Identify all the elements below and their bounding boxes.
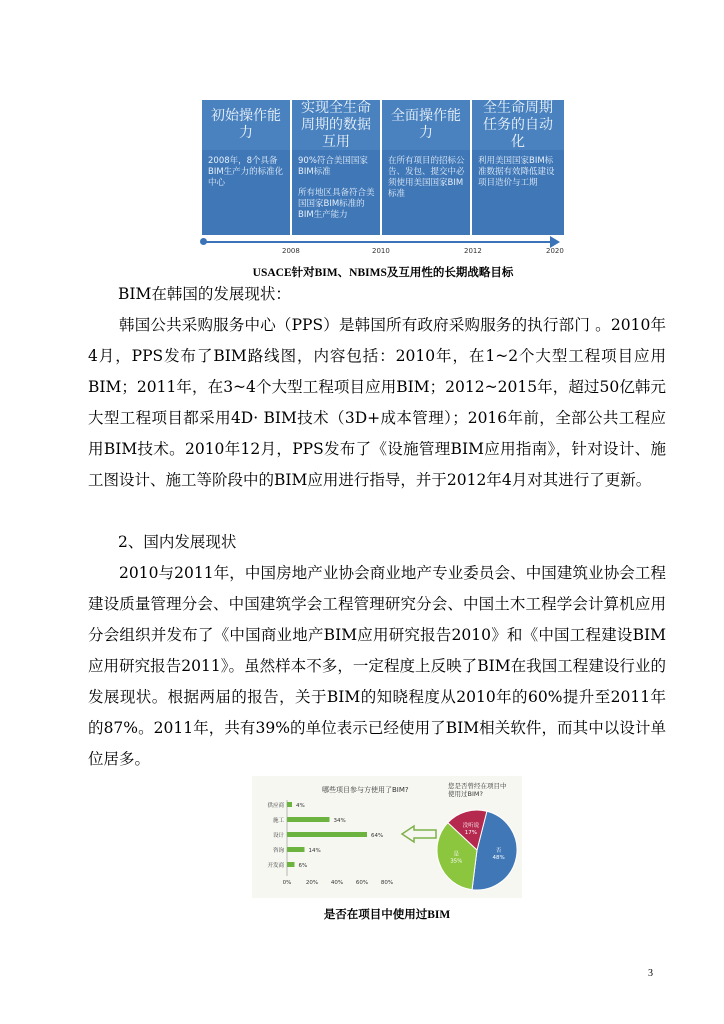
timeline-stage-2 bbox=[292, 100, 380, 235]
timeline-stage-1 bbox=[202, 100, 290, 235]
pie-slice-label: 否 bbox=[495, 848, 502, 855]
bar bbox=[287, 832, 367, 837]
timeline-year: 2010 bbox=[372, 247, 390, 255]
usace-timeline-figure bbox=[200, 100, 566, 256]
korea-paragraph: 韩国公共采购服务中心（PPS）是韩国所有政府采购服务的执行部门 。2010年4月，PPS发布了BIM路线图，内容包括：2010年，在1~2个大型工程项目应用BIM；2011年，在3~4个大型工程项目应用BIM；2012~2015年，超过50亿韩元大型工程项目都采用4D· BIM技术（3D+成本管理）；2016年前，全部公共工程应用BIM技术。2010年12月，PPS发布了《设施管理BIM应用指南》，针对设计、施工图设计、施工等阶段中的BIM应用进行指导，并于2012年4月对其进行了更新。 bbox=[88, 316, 666, 489]
timeline-stage-3 bbox=[382, 100, 470, 235]
bar-category-label: 施工 bbox=[272, 818, 284, 824]
bar-x-tick-label: 80% bbox=[380, 880, 394, 886]
bar-x-tick-label: 0% bbox=[282, 880, 292, 886]
page-number: 3 bbox=[648, 968, 653, 979]
timeline-stage-text: 90%符合美国国家BIM标准 bbox=[298, 156, 368, 177]
bar-category-label: 设计 bbox=[272, 833, 284, 839]
timeline-year: 2020 bbox=[546, 247, 564, 255]
timeline-axis bbox=[202, 241, 554, 243]
chart-caption: 是否在项目中使用过BIM bbox=[323, 909, 451, 921]
domestic-paragraph: 2010与2011年，中国房地产业协会商业地产专业委员会、中国建筑业协会工程建设质量管理分会、中国建筑学会工程管理研究分会、中国土木工程学会计算机应用分会组织并发布了《中国商业地产BIM应用研究报告2010》和《中国工程建设BIM应用研究报告2011》。虽然样本不多，一定程度上反映了BIM在我国工程建设行业的发展现状。根据两届的报告，关于BIM的知晓程度从2010年的60%提升至2011年的87%。2011年，共有39%的单位表示已经使用了BIM相关软件，而其中以设计单位居多。 bbox=[88, 564, 666, 768]
timeline-stage-text: 2008年，8个具备BIM生产力的标准化中心 bbox=[208, 156, 284, 188]
korea-paragraph-block bbox=[88, 310, 666, 496]
timeline-stage-title: 全生命周期任务的自动化 bbox=[472, 100, 564, 150]
bar-x-tick-label: 60% bbox=[355, 880, 369, 886]
timeline-stage-text: 所有地区具备符合美国国家BIM标准的BIM生产能力 bbox=[298, 188, 375, 220]
bar bbox=[287, 802, 292, 807]
bar-value-label: 14% bbox=[308, 848, 321, 854]
pie-title-line: 您是否曾经在项目中 bbox=[448, 782, 507, 790]
timeline-stage-4 bbox=[472, 100, 564, 235]
bar-x-tick-label: 40% bbox=[330, 880, 344, 886]
pie-title-line: 使用过BIM? bbox=[448, 790, 483, 798]
pie-slice-label: 是 bbox=[453, 851, 460, 858]
timeline-stage-title: 实现全生命周期的数据互用 bbox=[292, 100, 380, 150]
timeline-stage-text: 在所有项目的招标公告、发包、提交中必须使用美国国家BIM标准 bbox=[388, 156, 465, 199]
bar-value-label: 4% bbox=[296, 803, 305, 809]
bar-category-label: 开发商 bbox=[267, 863, 284, 869]
section-heading-domestic: 2、国内发展现状 bbox=[118, 533, 237, 551]
pie-slice-pct: 48% bbox=[492, 855, 505, 862]
pie-slice-label: 没听说 bbox=[462, 822, 480, 829]
bar-category-label: 咨询 bbox=[272, 848, 284, 854]
timeline-stage-title: 初始操作能力 bbox=[202, 100, 290, 150]
pie-slice-pct: 35% bbox=[450, 858, 463, 865]
timeline-stage-text: 利用美国国家BIM标准数据有效降低建设项目造价与工期 bbox=[478, 156, 555, 188]
bim-usage-charts bbox=[252, 776, 522, 898]
bar bbox=[287, 847, 305, 852]
bar-value-label: 6% bbox=[298, 863, 308, 869]
timeline-stage-title: 全面操作能力 bbox=[382, 100, 470, 150]
timeline-year: 2012 bbox=[464, 247, 482, 255]
section-heading-korea: BIM在韩国的发展现状： bbox=[118, 285, 291, 303]
bar-value-label: 34% bbox=[333, 818, 346, 824]
timeline-year: 2008 bbox=[282, 247, 300, 255]
bar bbox=[287, 817, 330, 822]
timeline-caption: USACE针对BIM、NBIMS及互用性的长期战略目标 bbox=[252, 267, 514, 279]
bar-value-label: 64% bbox=[371, 833, 384, 839]
bar-chart-title: 哪些项目参与方使用了BIM? bbox=[322, 786, 409, 794]
bar bbox=[287, 862, 295, 867]
domestic-paragraph-block bbox=[88, 558, 666, 775]
bar-x-tick-label: 20% bbox=[305, 880, 319, 886]
charts-svg bbox=[252, 776, 522, 898]
timeline-start-dot bbox=[200, 238, 207, 245]
bar-category-label: 供应商 bbox=[267, 803, 284, 809]
pie-slice-pct: 17% bbox=[464, 829, 477, 836]
